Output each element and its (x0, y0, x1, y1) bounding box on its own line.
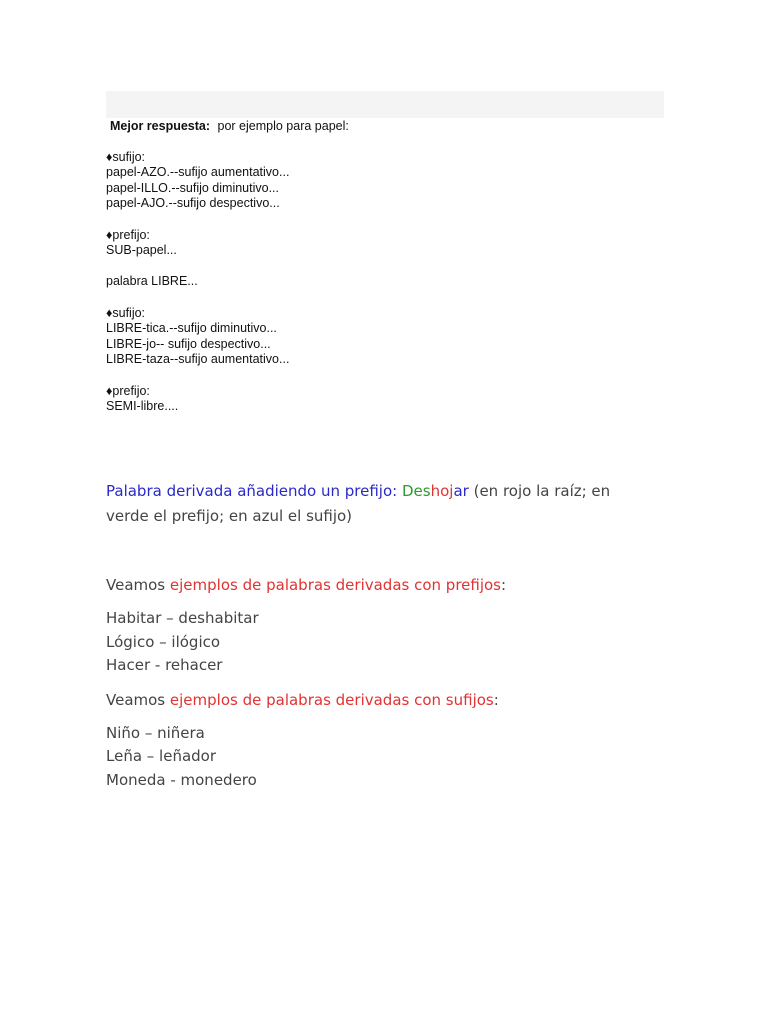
derived-word-intro (106, 479, 666, 528)
best-answer-heading (106, 119, 626, 135)
answer-group (106, 306, 626, 368)
answer-line: ♦prefijo: (106, 227, 150, 242)
best-answer-lead: por ejemplo para papel: (217, 119, 349, 133)
section-lead: Veamos (106, 576, 166, 594)
example-suffix: ar (453, 482, 469, 500)
answer-group (106, 228, 626, 259)
answer-line: ♦sufijo: (106, 149, 146, 164)
answer-group (106, 384, 626, 415)
section-colon: : (501, 576, 507, 594)
section-colon: : (493, 690, 499, 709)
answer-line: SEMI-libre.... (106, 399, 179, 414)
list-item: Hacer - rehacer (106, 656, 223, 674)
answer-group (106, 150, 626, 212)
section-highlight: ejemplos de palabras derivadas con prefijos (169, 576, 501, 594)
answer-line: SUB-papel... (106, 243, 177, 258)
answer-line: ♦sufijo: (106, 305, 146, 320)
best-answer-label: Mejor respuesta: (110, 119, 211, 133)
section-highlight: ejemplos de palabras derivadas con sufijos (169, 690, 494, 709)
suffix-examples-list (106, 722, 666, 793)
answer-line: LIBRE-jo-- sufijo despectivo... (106, 336, 271, 351)
intro-colon: : (392, 482, 398, 500)
answer-line: ♦prefijo: (106, 383, 150, 398)
answer-line: papel-AJO.--sufijo despectivo... (106, 196, 280, 211)
answer-line: palabra LIBRE... (106, 274, 198, 289)
example-prefix: Des (402, 482, 431, 500)
section-lead: Veamos (106, 690, 166, 709)
answer-group (106, 274, 626, 290)
best-answer-block (106, 119, 626, 415)
list-item: Habitar – deshabitar (106, 609, 259, 627)
suffix-section-title (106, 688, 666, 712)
intro-note: (en rojo la raíz; en (473, 482, 611, 500)
list-item: Niño – niñera (106, 723, 205, 742)
answer-line: papel-ILLO.--sufijo diminutivo... (106, 180, 279, 195)
prefix-examples-list (106, 607, 666, 678)
answer-line: LIBRE-tica.--sufijo diminutivo... (106, 321, 277, 336)
article-body (106, 479, 666, 792)
list-item: Leña – leñador (106, 747, 217, 765)
intro-lead: Palabra derivada añadiendo un prefijo (106, 482, 393, 500)
example-root: hoj (430, 482, 454, 500)
answer-header-bar (106, 91, 664, 118)
list-item: Lógico – ilógico (106, 632, 221, 651)
prefix-section-title (106, 573, 666, 597)
list-item: Moneda - monedero (106, 770, 257, 789)
answer-line: papel-AZO.--sufijo aumentativo... (106, 165, 290, 180)
intro-note: verde el prefijo; en azul el sufijo) (106, 506, 353, 525)
answer-line: LIBRE-taza--sufijo aumentativo... (106, 352, 290, 367)
